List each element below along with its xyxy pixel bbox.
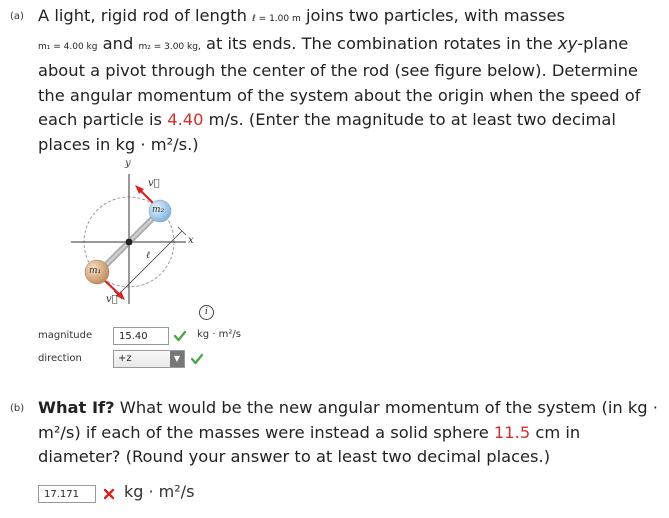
part-b-unit: kg · m²/s [124,482,195,501]
check-icon [173,329,187,343]
velocity-bottom-label: v⃗ [106,294,118,305]
check-icon [190,352,204,366]
rotating-rod-figure [66,156,206,306]
magnitude-label: magnitude [38,330,93,341]
part-b-answer-input[interactable]: 17.171 [38,485,96,503]
mass-2: m₂ = 3.00 kg, [138,41,201,52]
magnitude-input[interactable]: 15.40 [113,327,169,345]
rod-length-label: ℓ [146,250,151,261]
part-b-question: What If? What would be the new angular momentum of the system (in kg · m²/s) if each of the masses were instead a solid sphere 11.5 cm in diameter? (Round your answer to at least two decimal places.) [38,398,658,466]
magnitude-unit: kg · m²/s [197,329,242,340]
info-icon[interactable]: i [199,305,214,320]
diameter-value: 11.5 [493,422,531,442]
axis-y-label: y [125,158,131,169]
rod-length: ℓ = 1.00 m [252,14,301,24]
part-a-question: A light, rigid rod of length ℓ = 1.00 m joins two particles, with masses m₁ = 4.00 kg and m₂ = 3.00 kg, at its ends. The combination rotates in the xy-plane about a pivot through the center of the rod (see figure below). Determine the angular momentum of the system about the origin when the speed of each particle is 4.40 m/s. (Enter the magnitude to at least two decimal places in kg · m²/s.) [38,6,641,154]
part-b-label: (b) [10,403,25,414]
direction-label: direction [38,353,82,364]
part-a-label: (a) [10,11,24,22]
figure-drawing [66,156,206,306]
m2-label: m₂ [152,205,165,215]
m1-label: m₁ [89,266,102,276]
direction-selected-value: +z [118,353,132,364]
direction-select[interactable] [113,350,185,368]
axis-x-label: x [188,235,194,246]
speed-value: 4.40 [167,110,204,129]
mass-1: m₁ = 4.00 kg [38,41,98,52]
chevron-down-icon[interactable]: ▼ [170,351,184,367]
cross-icon [102,487,116,501]
velocity-top-label: v⃗ [148,178,160,189]
